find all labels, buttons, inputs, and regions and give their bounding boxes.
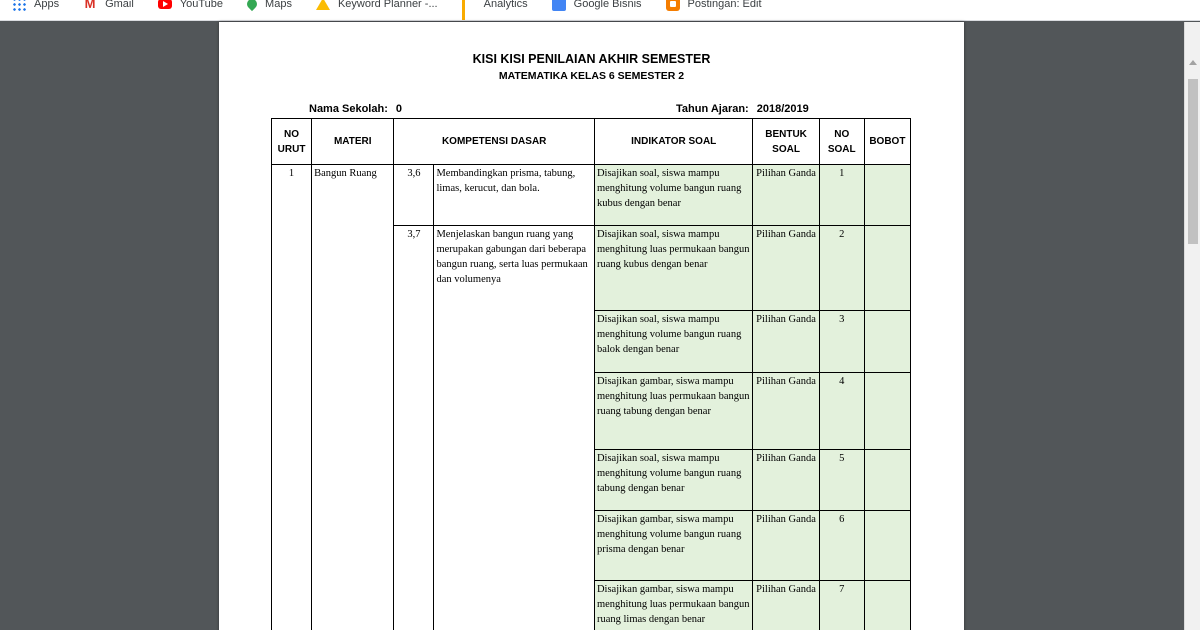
year-label: Tahun Ajaran: [676,103,749,115]
bobot-cell [864,165,910,226]
kd-text-cell: Membandingkan prisma, tabung, limas, kerucut, dan bola. [434,165,595,226]
vertical-scrollbar[interactable] [1184,22,1200,630]
scroll-up-arrow-icon[interactable] [1189,60,1197,65]
indikator-cell: Disajikan gambar, siswa mampu menghitung luas permukaan bangun ruang limas dengan benar [594,581,752,630]
indikator-cell: Disajikan gambar, siswa mampu menghitung volume bangun ruang prisma dengan benar [594,511,752,581]
materi-cell: Bangun Ruang [312,165,394,630]
google-ads-icon [316,0,330,10]
youtube-icon [158,0,172,9]
header-materi: MATERI [312,119,394,165]
bookmark-analytics[interactable]: Analytics [462,0,528,15]
pdf-page [219,22,964,630]
maps-icon [245,0,259,11]
school-value: 0 [395,103,402,115]
bentuk-soal-cell: Pilihan Ganda [753,373,819,450]
bookmarks-bar [0,0,1200,21]
no-soal-cell: 6 [819,511,864,581]
blogger-icon [666,0,680,11]
bobot-cell [864,450,910,511]
indikator-cell: Disajikan gambar, siswa mampu menghitung luas permukaan bangun ruang tabung dengan benar [594,373,752,450]
indikator-cell: Disajikan soal, siswa mampu menghitung volume bangun ruang tabung dengan benar [594,450,752,511]
bookmark-postingan-edit[interactable]: Postingan: Edit [666,0,762,15]
apps-icon [12,0,26,11]
kd-text-cell: Menjelaskan bangun ruang yang merupakan gabungan dari beberapa bangun ruang, serta luas permukaan dan volumenya [434,226,595,630]
no-soal-cell: 7 [819,581,864,630]
bookmark-apps[interactable]: Apps [12,0,59,15]
year-value: 2018/2019 [756,103,809,115]
school-label: Nama Sekolah: [309,103,388,115]
school-info [309,103,402,115]
bentuk-soal-cell: Pilihan Ganda [753,450,819,511]
no-soal-cell: 5 [819,450,864,511]
header-bobot: BOBOT [864,119,910,165]
gmail-icon: M [84,0,96,11]
header-no-urut: NO URUT [272,119,312,165]
document-subtitle: MATEMATIKA KELAS 6 SEMESTER 2 [498,70,685,82]
bentuk-soal-cell: Pilihan Ganda [753,165,819,226]
bobot-cell [864,511,910,581]
header-no-soal: NO SOAL [819,119,864,165]
bookmark-gmail[interactable]: M Gmail [83,0,134,15]
bentuk-soal-cell: Pilihan Ganda [753,511,819,581]
kd-number-cell: 3,7 [394,226,434,630]
header-indikator-soal: INDIKATOR SOAL [594,119,752,165]
bookmark-google-bisnis[interactable]: Google Bisnis [552,0,642,15]
indikator-cell: Disajikan soal, siswa mampu menghitung volume bangun ruang balok dengan benar [594,311,752,373]
header-bentuk-soal: BENTUK SOAL [753,119,819,165]
no-soal-cell: 2 [819,226,864,311]
bentuk-soal-cell: Pilihan Ganda [753,581,819,630]
google-bisnis-icon [552,0,566,11]
kisi-kisi-table [271,118,911,630]
bobot-cell [864,581,910,630]
header-kompetensi-dasar: KOMPETENSI DASAR [394,119,595,165]
table-header-row [272,119,911,165]
bentuk-soal-cell: Pilihan Ganda [753,226,819,311]
bobot-cell [864,226,910,311]
scrollbar-thumb[interactable] [1188,79,1198,244]
no-urut-cell: 1 [272,165,312,630]
no-soal-cell: 4 [819,373,864,450]
no-soal-cell: 1 [819,165,864,226]
indikator-cell: Disajikan soal, siswa mampu menghitung luas permukaan bangun ruang kubus dengan benar [594,226,752,311]
bobot-cell [864,311,910,373]
kd-number-cell: 3,6 [394,165,434,226]
year-info [676,103,809,115]
bobot-cell [864,373,910,450]
bookmark-maps[interactable]: Maps [247,0,292,15]
document-title: KISI KISI PENILAIAN AKHIR SEMESTER [472,52,711,66]
no-soal-cell: 3 [819,311,864,373]
bookmark-keyword-planner[interactable]: Keyword Planner -... [316,0,438,15]
table-row [272,165,911,226]
bookmark-youtube[interactable]: YouTube [158,0,223,15]
bentuk-soal-cell: Pilihan Ganda [753,311,819,373]
indikator-cell: Disajikan soal, siswa mampu menghitung volume bangun ruang kubus dengan benar [594,165,752,226]
analytics-icon [462,0,476,11]
